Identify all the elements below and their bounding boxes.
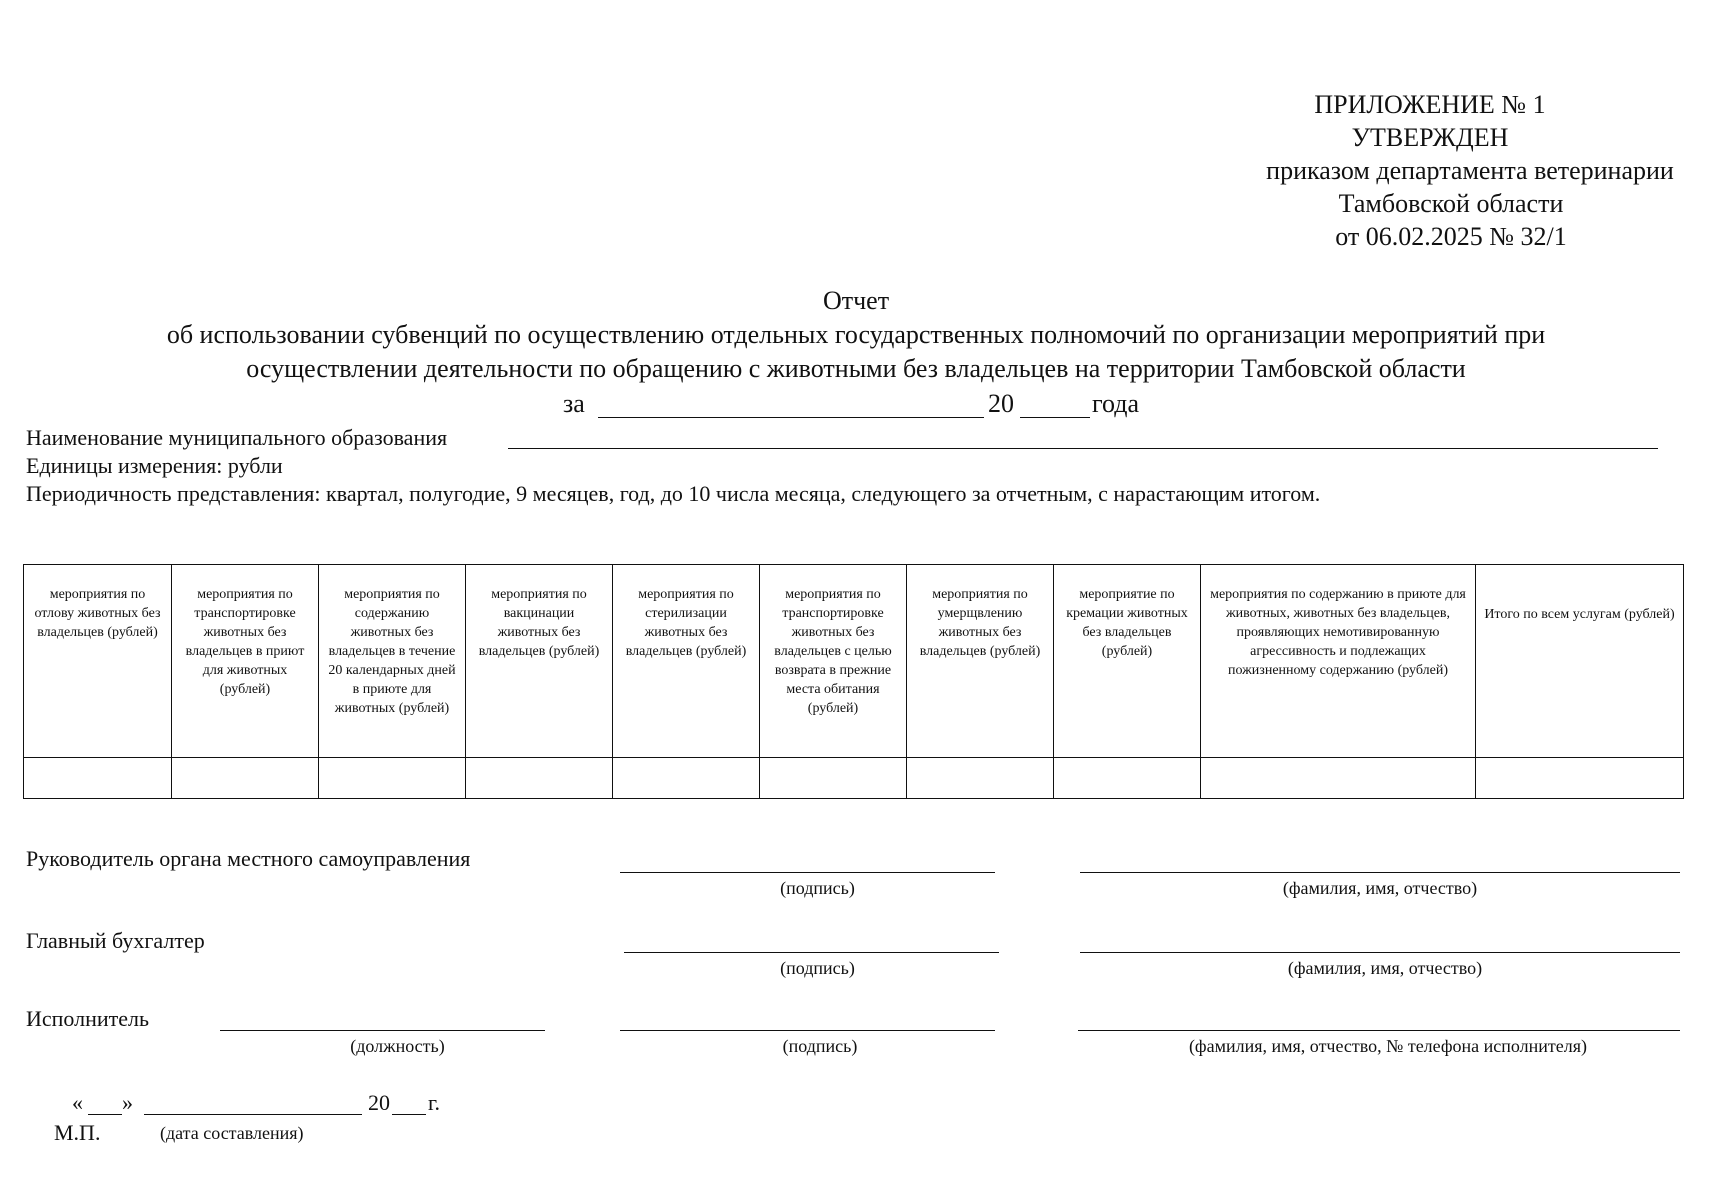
table-cell[interactable] bbox=[1054, 758, 1201, 799]
table-cell[interactable] bbox=[613, 758, 760, 799]
report-title: Отчет bbox=[822, 286, 890, 315]
executor-position-line bbox=[220, 1030, 545, 1031]
table-cell[interactable] bbox=[760, 758, 907, 799]
accountant-signature-caption: (подпись) bbox=[780, 958, 855, 978]
frequency-label: Периодичность представления: квартал, полугодие, 9 месяцев, год, до 10 числа месяца, следующего за отчетным, с нарастающим итогом. bbox=[26, 481, 1321, 506]
head-signature-line bbox=[620, 872, 995, 873]
table-cell[interactable] bbox=[907, 758, 1054, 799]
date-year-blank bbox=[392, 1114, 426, 1115]
col-header-vaccination: мероприятия по вакцинации животных без владельцев (рублей) bbox=[466, 565, 613, 758]
executor-fio-line bbox=[1078, 1030, 1680, 1031]
accountant-fio-caption: (фамилия, имя, отчество) bbox=[1287, 958, 1483, 978]
table-cell[interactable] bbox=[24, 758, 172, 799]
col-header-lifetime-keeping: мероприятия по содержанию в приюте для животных, животных без владельцев, проявляющих немотивированную агрессивность и подлежащих пожизненному содержанию (рублей) bbox=[1201, 565, 1476, 758]
col-header-keeping-20-days: мероприятия по содержанию животных без владельцев в течение 20 календарных дней в приюте для животных (рублей) bbox=[319, 565, 466, 758]
head-signature-caption: (подпись) bbox=[780, 878, 855, 898]
accountant-fio-line bbox=[1080, 952, 1680, 953]
table-cell[interactable] bbox=[466, 758, 613, 799]
order-line-1: приказом департамента ветеринарии bbox=[1266, 156, 1674, 185]
col-header-sterilization: мероприятия по стерилизации животных без владельцев (рублей) bbox=[613, 565, 760, 758]
col-header-transport-shelter: мероприятия по транспортировке животных без владельцев в приют для животных (рублей) bbox=[172, 565, 319, 758]
accountant-label: Главный бухгалтер bbox=[26, 928, 205, 953]
period-blank bbox=[598, 417, 984, 418]
col-header-cremation: мероприятие по кремации животных без владельцев (рублей) bbox=[1054, 565, 1201, 758]
municipality-label: Наименование муниципального образования bbox=[26, 425, 448, 450]
date-close-quote: » bbox=[122, 1090, 133, 1115]
units-label: Единицы измерения: рубли bbox=[26, 453, 283, 478]
period-suffix: года bbox=[1092, 389, 1140, 418]
date-caption: (дата составления) bbox=[160, 1123, 304, 1143]
period-year: 20 bbox=[988, 389, 1014, 418]
date-year-prefix: 20 bbox=[368, 1090, 390, 1115]
executor-label: Исполнитель bbox=[26, 1006, 150, 1031]
date-month-blank bbox=[144, 1114, 362, 1115]
order-reference bbox=[1200, 154, 1712, 253]
appendix-number: ПРИЛОЖЕНИЕ № 1 bbox=[1314, 90, 1546, 119]
col-header-euthanasia: мероприятия по умерщвлению животных без владельцев (рублей) bbox=[907, 565, 1054, 758]
col-header-total: Итого по всем услугам (рублей) bbox=[1476, 565, 1684, 758]
table-header-row bbox=[24, 565, 1684, 758]
table-row bbox=[24, 758, 1684, 799]
accountant-signature-line bbox=[624, 952, 999, 953]
date-day-blank bbox=[88, 1114, 122, 1115]
executor-signature-caption: (подпись) bbox=[782, 1036, 858, 1056]
stamp-label: М.П. bbox=[54, 1120, 101, 1145]
date-open-quote: « bbox=[72, 1090, 83, 1115]
date-year-suffix: г. bbox=[428, 1090, 441, 1115]
approval-header bbox=[1200, 88, 1660, 154]
head-fio-line bbox=[1080, 872, 1680, 873]
order-line-2: Тамбовской области bbox=[1338, 189, 1564, 218]
head-label: Руководитель органа местного самоуправления bbox=[26, 846, 471, 871]
report-subtitle-line-2: осуществлении деятельности по обращению с животными без владельцев на территории Тамбовской области bbox=[246, 354, 1466, 383]
col-header-capture: мероприятия по отлову животных без владельцев (рублей) bbox=[24, 565, 172, 758]
municipality-blank bbox=[508, 448, 1658, 449]
table-cell[interactable] bbox=[172, 758, 319, 799]
report-subtitle-line-1: об использовании субвенций по осуществлению отдельных государственных полномочий по организации мероприятий при bbox=[166, 320, 1546, 349]
order-line-3: от 06.02.2025 № 32/1 bbox=[1335, 222, 1567, 251]
period-year-blank bbox=[1020, 417, 1090, 418]
executor-fio-phone-caption: (фамилия, имя, отчество, № телефона исполнителя) bbox=[1188, 1036, 1588, 1056]
col-header-transport-return: мероприятия по транспортировке животных без владельцев с целью возврата в прежние места обитания (рублей) bbox=[760, 565, 907, 758]
executor-signature-line bbox=[620, 1030, 995, 1031]
executor-position-caption: (должность) bbox=[350, 1036, 445, 1056]
report-table bbox=[23, 564, 1684, 799]
head-fio-caption: (фамилия, имя, отчество) bbox=[1282, 878, 1478, 898]
table-cell[interactable] bbox=[319, 758, 466, 799]
table-cell[interactable] bbox=[1201, 758, 1476, 799]
approved-label: УТВЕРЖДЕН bbox=[1351, 123, 1509, 152]
period-prefix: за bbox=[563, 389, 585, 418]
table-cell[interactable] bbox=[1476, 758, 1684, 799]
